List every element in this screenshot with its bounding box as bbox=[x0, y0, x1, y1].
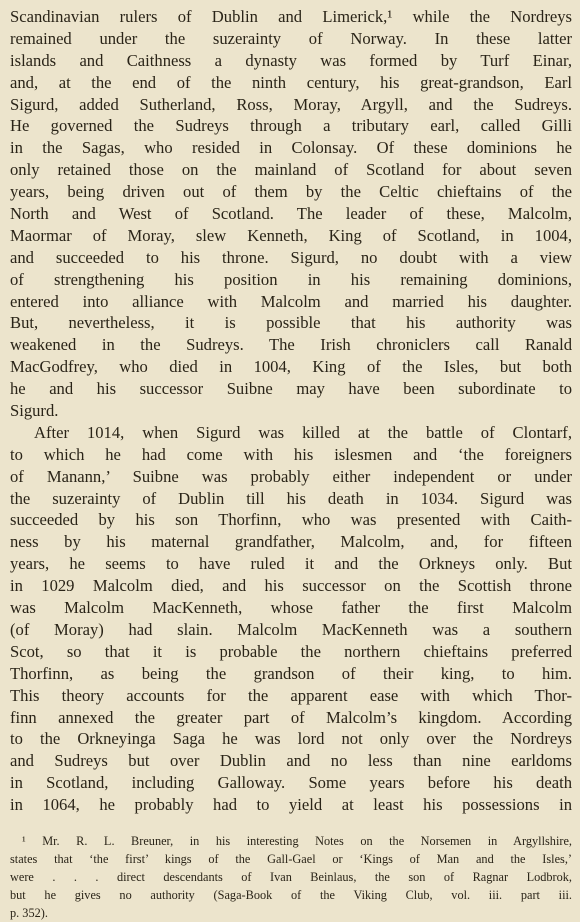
text-line: to the Orkneyinga Saga he was lord not only over the Nordreys bbox=[10, 729, 572, 749]
paragraph-end-line: Sigurd. bbox=[10, 401, 59, 421]
text-line: Thorfinn, as being the grandson of their king, to him. bbox=[10, 663, 572, 683]
text-line: This theory accounts for the apparent ease with which Thor- bbox=[10, 685, 572, 705]
text-line: weakened in the Sudreys. The Irish chroniclers call Ranald bbox=[10, 335, 572, 355]
footnote-line: states that ‘the first’ kings of the Gall-Gael or ‘Kings of Man and the Isles,’ bbox=[10, 851, 572, 866]
text-line: he and his successor Suibne may have been subordinate to bbox=[10, 379, 572, 399]
text-line: and Sudreys but over Dublin and no less than nine earldoms bbox=[10, 751, 572, 771]
text-line: He governed the Sudreys through a tributary earl, called Gilli bbox=[10, 116, 572, 136]
text-line: of strengthening his position in his remaining dominions, bbox=[10, 269, 572, 289]
text-line: years, he seems to have ruled it and the Orkneys only. But bbox=[10, 554, 572, 574]
footnote bbox=[10, 832, 572, 922]
text-line: to which he had come with his islesmen and ‘the foreigners bbox=[10, 444, 572, 464]
text-line: remained under the suzerainty of Norway. In these latter bbox=[10, 28, 572, 48]
text-line: Sigurd, added Sutherland, Ross, Moray, Argyll, and the Sudreys. bbox=[10, 94, 572, 114]
text-line: (of Moray) had slain. Malcolm MacKenneth was a southern bbox=[10, 619, 572, 639]
text-line: MacGodfrey, who died in 1004, King of the Isles, but both bbox=[10, 357, 572, 377]
text-line: Maormar of Moray, slew Kenneth, King of Scotland, in 1004, bbox=[10, 225, 572, 245]
text-line: North and West of Scotland. The leader of these, Malcolm, bbox=[10, 204, 572, 224]
text-line: in 1029 Malcolm died, and his successor on the Scottish throne bbox=[10, 576, 572, 596]
text-line: finn annexed the greater part of Malcolm’s kingdom. According bbox=[10, 707, 572, 727]
footnote-line: but he gives no authority (Saga-Book of the Viking Club, vol. iii. part iii. bbox=[10, 887, 572, 902]
text-line: years, being driven out of them by the Celtic chieftains of the bbox=[10, 182, 572, 202]
text-line: of Manann,’ Suibne was probably either independent or under bbox=[10, 466, 572, 486]
text-line: in 1064, he probably had to yield at least his possessions in bbox=[10, 795, 572, 815]
text-line: Scandinavian rulers of Dublin and Limerick,¹ while the Nordreys bbox=[10, 7, 572, 26]
text-line: islands and Caithness a dynasty was formed by Turf Einar, bbox=[10, 50, 572, 70]
body-text bbox=[10, 6, 572, 816]
text-line: and, at the end of the ninth century, his great-grandson, Earl bbox=[10, 72, 572, 92]
text-line: entered into alliance with Malcolm and married his daughter. bbox=[10, 291, 572, 311]
text-line: was Malcolm MacKenneth, whose father the first Malcolm bbox=[10, 598, 572, 618]
footnote-line: p. 352). bbox=[10, 905, 48, 920]
footnote-line: were . . . direct descendants of Ivan Beinlaus, the son of Ragnar Lodbrok, bbox=[10, 869, 572, 884]
paragraph-start-line: After 1014, when Sigurd was killed at the battle of Clontarf, bbox=[34, 422, 572, 442]
text-line: in the Sagas, who resided in Colonsay. Of these dominions he bbox=[10, 138, 572, 158]
footnote-line: ¹ Mr. R. L. Breuner, in his interesting Notes on the Norsemen in Argyllshire, bbox=[22, 833, 572, 848]
text-line: But, nevertheless, it is possible that his authority was bbox=[10, 313, 572, 333]
text-line: succeeded by his son Thorfinn, who was presented with Caith- bbox=[10, 510, 572, 530]
text-line: in Scotland, including Galloway. Some years before his death bbox=[10, 773, 572, 793]
text-line: the suzerainty of Dublin till his death in 1034. Sigurd was bbox=[10, 488, 572, 508]
text-line: only retained those on the mainland of Scotland for about seven bbox=[10, 160, 572, 180]
text-line: Scot, so that it is probable the northern chieftains preferred bbox=[10, 641, 572, 661]
text-line: and succeeded to his throne. Sigurd, no doubt with a view bbox=[10, 247, 572, 267]
text-line: ness by his maternal grandfather, Malcolm, and, for fifteen bbox=[10, 532, 572, 552]
